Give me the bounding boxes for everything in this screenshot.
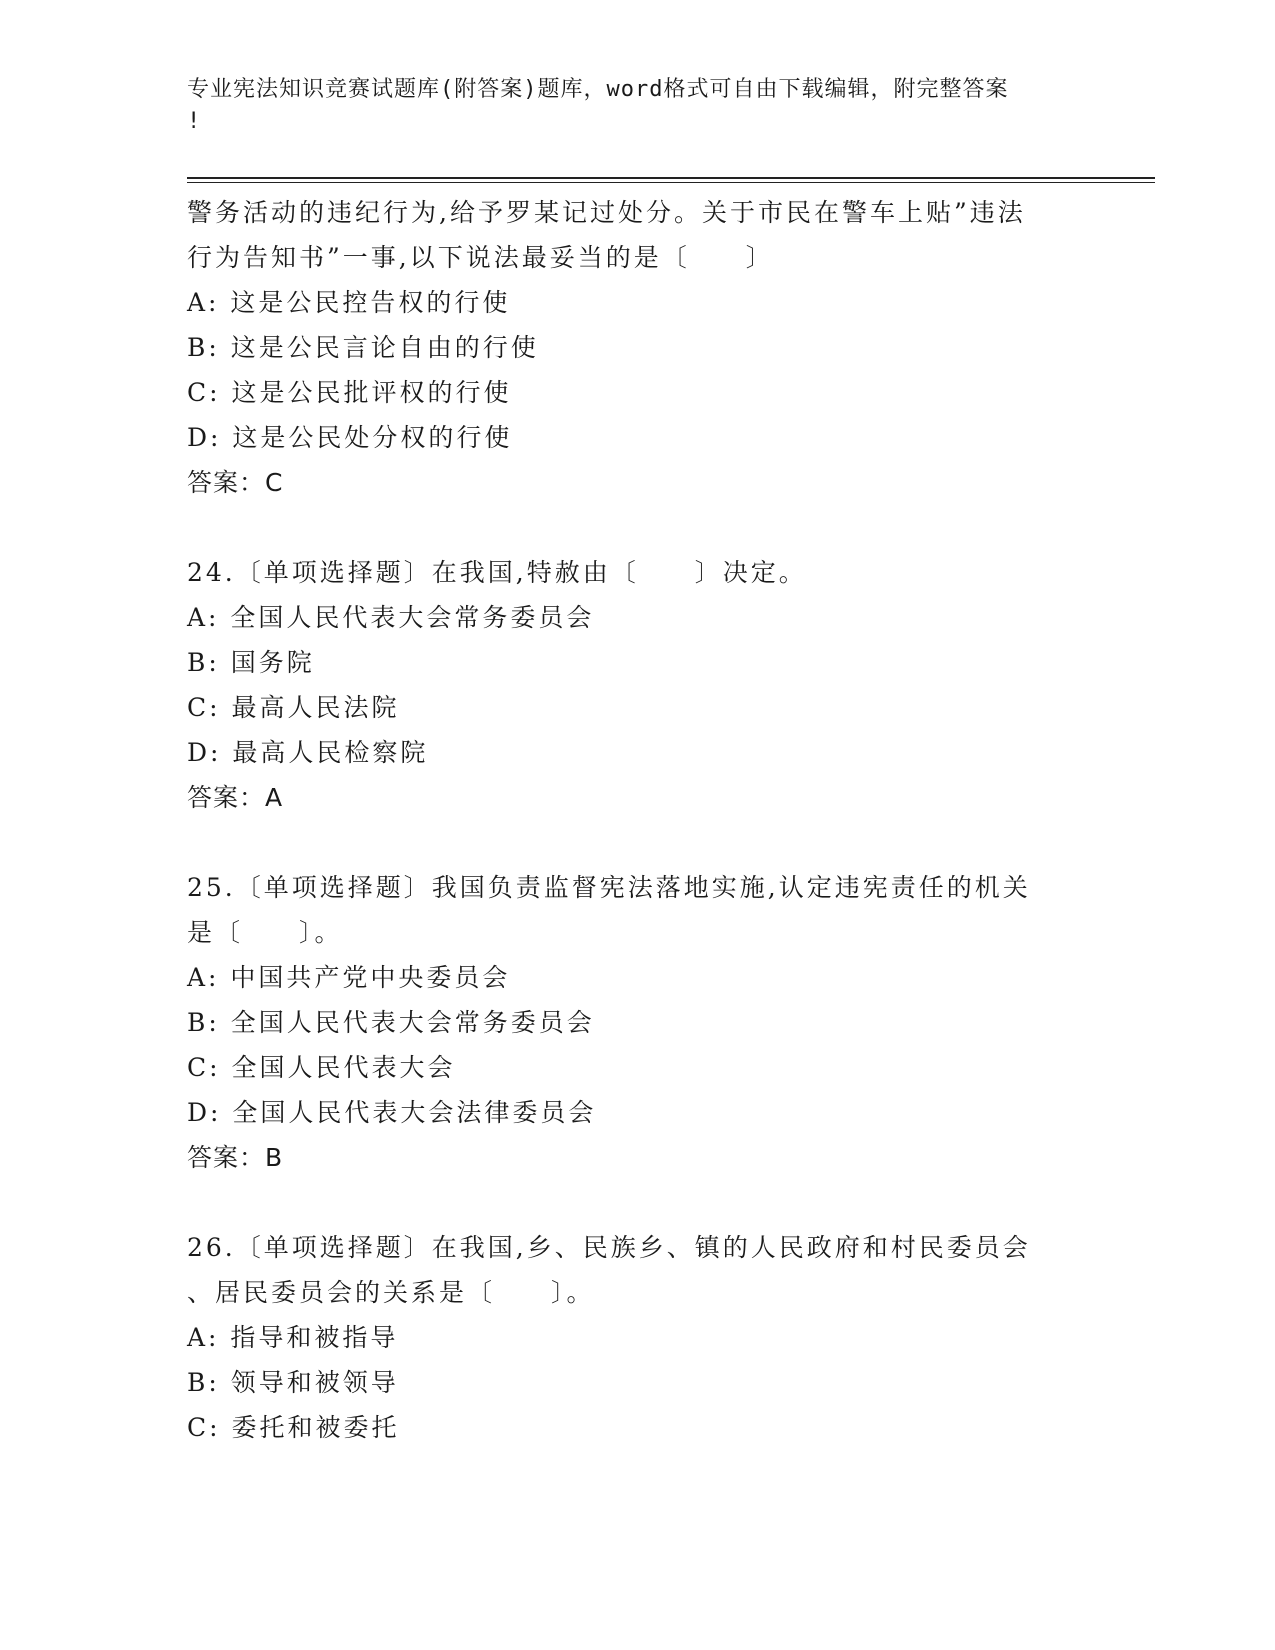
option-a: A: 全国人民代表大会常务委员会 [187, 603, 595, 632]
question-25 [187, 865, 1087, 1180]
option-c: C: 这是公民批评权的行使 [187, 378, 512, 407]
option-a: A: 指导和被指导 [187, 1323, 399, 1352]
answer: 答案：B [187, 1143, 284, 1172]
question-24 [187, 550, 1087, 820]
question-text: 26.〔单项选择题〕在我国,乡、民族乡、镇的人民政府和村民委员会 [187, 1233, 1031, 1262]
document-header [187, 74, 1067, 138]
question-text: 警务活动的违纪行为,给予罗某记过处分。关于市民在警车上贴”违法 [187, 198, 1026, 227]
spacer [187, 1180, 1087, 1225]
header-title: 专业宪法知识竞赛试题库(附答案)题库，word格式可自由下载编辑，附完整答案 [187, 77, 1009, 102]
option-b: B: 领导和被领导 [187, 1368, 399, 1397]
option-d: D: 最高人民检察院 [187, 738, 429, 767]
option-b: B: 全国人民代表大会常务委员会 [187, 1008, 595, 1037]
spacer [187, 505, 1087, 550]
option-b: B: 这是公民言论自由的行使 [187, 333, 539, 362]
option-c: C: 全国人民代表大会 [187, 1053, 456, 1082]
answer: 答案：C [187, 468, 284, 497]
option-c: C: 委托和被委托 [187, 1413, 400, 1442]
question-text: 24.〔单项选择题〕在我国,特赦由〔 〕决定。 [187, 558, 807, 587]
question-text: 、居民委员会的关系是〔 〕。 [187, 1278, 595, 1307]
option-b: B: 国务院 [187, 648, 315, 677]
option-d: D: 这是公民处分权的行使 [187, 423, 513, 452]
header-rule-thick [187, 177, 1155, 179]
answer: 答案：A [187, 783, 284, 812]
option-a: A: 这是公民控告权的行使 [187, 288, 511, 317]
question-list [187, 190, 1087, 1450]
header-rule-thin [187, 182, 1155, 183]
option-a: A: 中国共产党中央委员会 [187, 963, 511, 992]
question-26 [187, 1225, 1087, 1450]
question-text: 25.〔单项选择题〕我国负责监督宪法落地实施,认定违宪责任的机关 [187, 873, 1031, 902]
spacer [187, 820, 1087, 865]
option-d: D: 全国人民代表大会法律委员会 [187, 1098, 597, 1127]
question-text: 行为告知书”一事,以下说法最妥当的是〔 〕 [187, 243, 774, 272]
option-c: C: 最高人民法院 [187, 693, 400, 722]
header-title-continuation: ! [187, 109, 202, 134]
question-text: 是〔 〕。 [187, 918, 343, 947]
question-23 [187, 190, 1087, 505]
